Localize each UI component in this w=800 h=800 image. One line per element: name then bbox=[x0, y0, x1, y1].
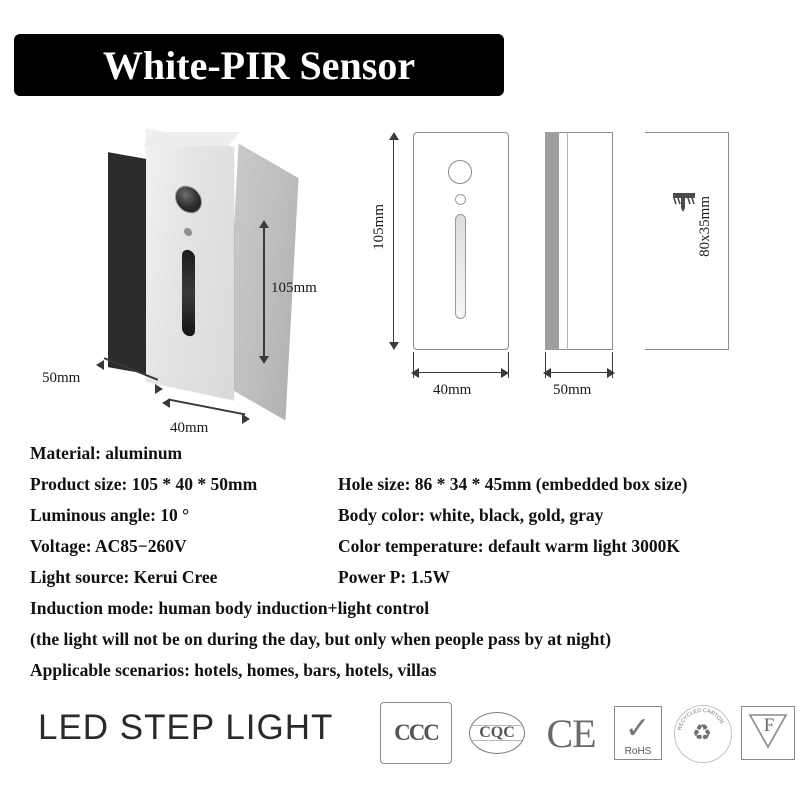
page-title: White-PIR Sensor bbox=[102, 42, 416, 88]
footer-product-name: LED STEP LIGHT bbox=[38, 708, 334, 747]
spec-voltage: Voltage: AC85−260V bbox=[30, 536, 187, 556]
recycle-mark-label: RECYCLED CARTON bbox=[677, 707, 725, 731]
svg-text:RECYCLED CARTON bbox=[677, 708, 724, 731]
spec-light-source: Light source: Kerui Cree bbox=[30, 567, 218, 587]
photo-height-arrow-top bbox=[259, 220, 269, 228]
drawing-hole-view bbox=[645, 132, 729, 350]
drawing-side-face-plate bbox=[545, 132, 559, 350]
spec-hole-size: Hole size: 86 * 34 * 45mm (embedded box size) bbox=[338, 474, 688, 494]
drawing-hole-arrow-icon bbox=[671, 192, 697, 214]
ccc-mark bbox=[380, 702, 452, 764]
spec-product-size: Product size: 105 * 40 * 50mm bbox=[30, 474, 258, 494]
photo-width-arrow-right bbox=[242, 414, 250, 424]
photo-depth-label: 50mm bbox=[42, 370, 81, 386]
photo-width-label: 40mm bbox=[170, 420, 209, 436]
drawing-width-dim-line bbox=[419, 372, 503, 373]
spec-row-material bbox=[30, 438, 790, 469]
drawing-hole-label: 80x35mm bbox=[697, 196, 713, 257]
spec-color-temperature: Color temperature: default warm light 3000K bbox=[338, 536, 681, 556]
photo-width-dim-line bbox=[169, 399, 246, 415]
spec-row-voltage-temp bbox=[30, 531, 790, 562]
check-icon: ✓ bbox=[625, 712, 651, 745]
drawing-depth-dim-line bbox=[551, 372, 609, 373]
drawing-depth-label: 50mm bbox=[553, 382, 592, 398]
light-output-slot bbox=[182, 249, 195, 338]
photo-height-dim-line bbox=[263, 226, 265, 358]
photo-depth-arrow-left bbox=[96, 360, 104, 370]
spec-luminous-angle: Luminous angle: 10 ° bbox=[30, 505, 190, 525]
photo-width-arrow-left bbox=[162, 398, 170, 408]
drawing-height-label: 105mm bbox=[371, 204, 387, 250]
photo-height-label: 105mm bbox=[271, 280, 317, 296]
recycle-arrows-icon: ♻ bbox=[692, 720, 712, 745]
drawing-indicator-circle bbox=[455, 194, 466, 205]
drawing-height-dim-line bbox=[393, 140, 394, 342]
ccc-mark-label: CCC bbox=[394, 720, 438, 745]
drawing-width-label: 40mm bbox=[433, 382, 472, 398]
spec-row-induction bbox=[30, 593, 790, 624]
footer bbox=[0, 694, 800, 800]
spec-material: Material: aluminum bbox=[30, 443, 183, 463]
photo-depth-arrow-right bbox=[155, 384, 163, 394]
photo-height-arrow-bottom bbox=[259, 356, 269, 364]
f-mark bbox=[740, 702, 796, 764]
title-banner bbox=[14, 34, 504, 96]
drawing-hole-open-edge bbox=[645, 158, 648, 324]
spec-row-angle-color bbox=[30, 500, 790, 531]
drawing-depth-arrow-right bbox=[607, 368, 615, 378]
spec-row-source-power bbox=[30, 562, 790, 593]
spec-row-induction-note bbox=[30, 624, 790, 655]
rohs-mark bbox=[612, 702, 664, 764]
product-top-cap bbox=[143, 132, 240, 146]
ce-mark-label: CE bbox=[546, 710, 596, 756]
spec-power: Power P: 1.5W bbox=[338, 567, 450, 587]
spec-induction-mode: Induction mode: human body induction+light control bbox=[30, 598, 430, 618]
spec-scenarios: Applicable scenarios: hotels, homes, bars, hotels, villas bbox=[30, 660, 437, 680]
recycle-mark bbox=[672, 702, 732, 764]
drawing-width-ext-right bbox=[508, 352, 509, 378]
drawing-light-slot bbox=[455, 214, 466, 319]
drawing-height-arrow-bottom bbox=[389, 342, 399, 350]
rohs-mark-label: RoHS bbox=[624, 746, 652, 757]
drawing-depth-ext-left bbox=[545, 352, 546, 378]
ce-mark bbox=[540, 702, 602, 764]
recycle-ring-text bbox=[674, 705, 730, 761]
cqc-mark-label: CQC bbox=[479, 724, 515, 741]
f-mark-label: F bbox=[763, 715, 775, 736]
drawing-depth-ext-right bbox=[612, 352, 613, 378]
drawing-pir-circle bbox=[448, 160, 472, 184]
drawing-width-ext-left bbox=[413, 352, 414, 378]
spec-body-color: Body color: white, black, gold, gray bbox=[338, 505, 604, 525]
specifications-block bbox=[30, 438, 790, 686]
spec-row-scenarios bbox=[30, 655, 790, 686]
drawing-height-arrow-top bbox=[389, 132, 399, 140]
spec-induction-note: (the light will not be on during the day, but only when people pass by at night) bbox=[30, 629, 612, 649]
technical-drawing bbox=[345, 118, 785, 428]
cqc-mark bbox=[466, 702, 528, 764]
drawing-side-inner-line bbox=[567, 132, 568, 350]
product-photo bbox=[42, 120, 360, 440]
spec-row-size bbox=[30, 469, 790, 500]
